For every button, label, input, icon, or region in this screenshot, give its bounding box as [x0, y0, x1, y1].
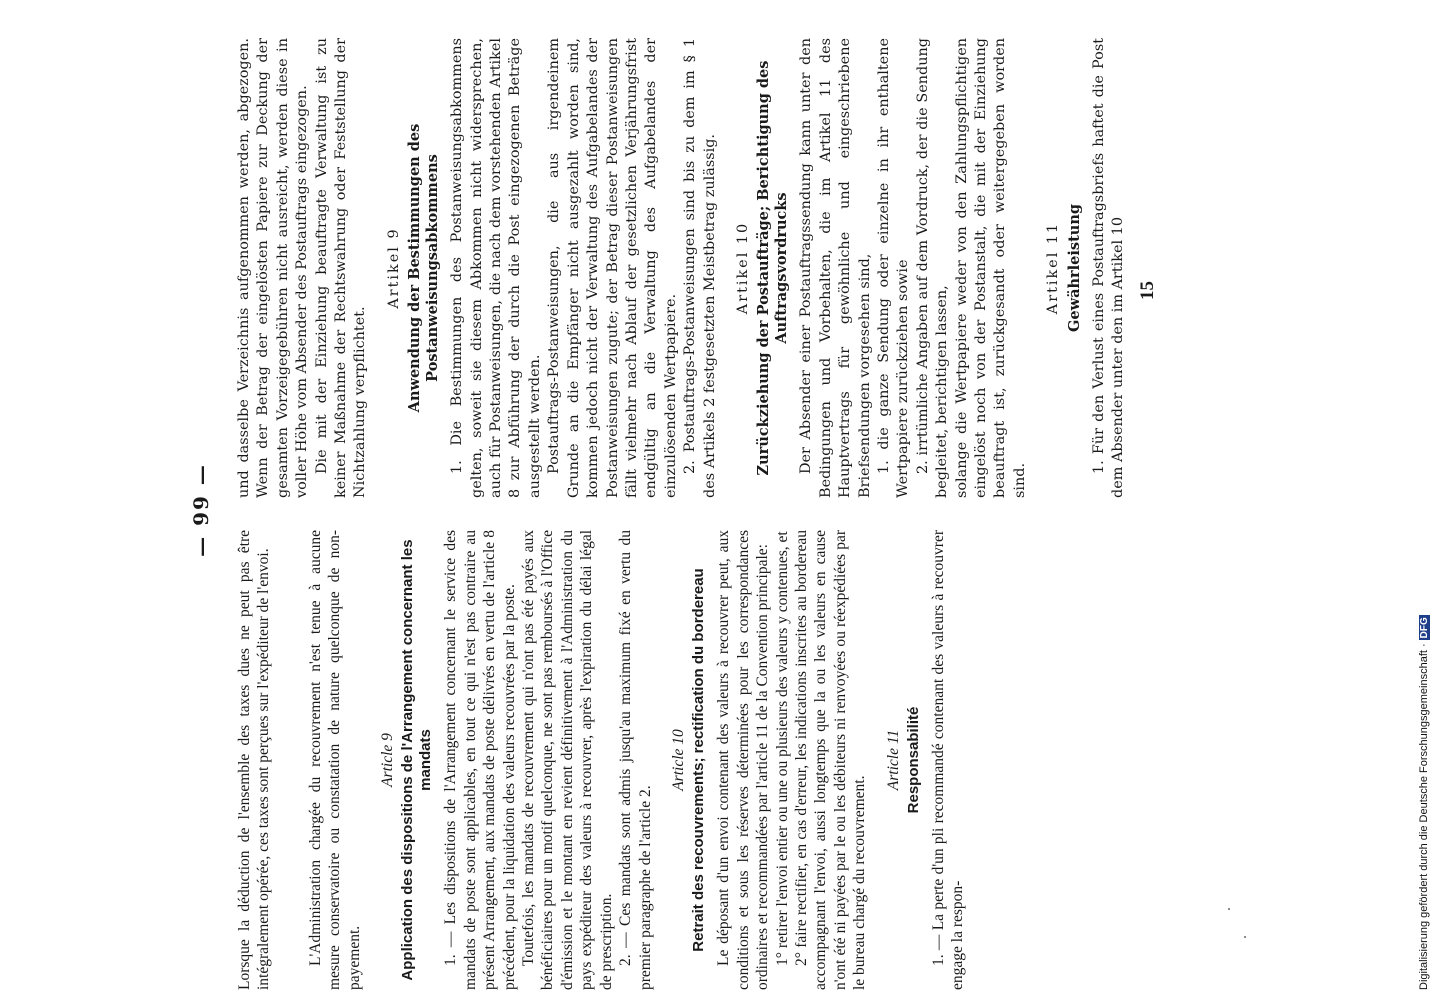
article-number: Artikel 9 [385, 227, 402, 309]
paragraph: Die mit der Einziehung beauftragte Verwaltung ist zu keiner Maßnahme der Rechtswahrung oder Feststellung der Nichtzahlung verpflichtet. [313, 38, 369, 498]
paragraph: solange die Wertpapiere weder von den Zahlungspflichtigen eingelöst noch von der Postanstalt, die mit der Einziehung beauftragt ist, zurückgesandt oder weitergegeben worden sind. [953, 38, 1028, 498]
scan-speck [1228, 908, 1230, 910]
article-heading: Anwendung der Bestimmungen des Postanweisungsabkommens [406, 123, 442, 413]
article-number: Artikel 10 [734, 221, 751, 315]
paragraph: L'Administration chargée du recouvrement n'est tenue à aucune mesure conservatoire ou constatation de nature quelconque de non-payement. [306, 530, 363, 990]
article-heading: Application des dispositions de l'Arrangement concernant les mandats [399, 539, 435, 981]
paragraph: 2° faire rectifier, en cas d'erreur, les indications inscrites au bordereau accompagnant l'envoi, aussi longtemps que la ou les valeurs en cause n'ont été ni payées par le ou les débiteurs ni renvoyées ou réexpédiées par le bureau chargé du recouvrement. [792, 530, 869, 990]
german-column [235, 38, 1128, 498]
margin-note-text: Digitalisierung gefördert durch die Deutsche Forschungsgemeinschaft · [1418, 643, 1430, 990]
paragraph: 1° retirer l'envoi entier ou une ou plusieurs des valeurs y contenues, et [773, 531, 791, 966]
paragraph: Lorsque la déduction de l'ensemble des taxes dues ne peut pas être intégralement opérée, ces taxes sont perçues sur l'expéditeur de l'envoi. [236, 530, 273, 990]
french-column [235, 530, 968, 990]
paragraph: 2. Postauftrags-Postanweisungen sind bis zu dem im § 1 des Artikels 2 festgesetzten Meistbetrag zulässig. [682, 38, 718, 498]
paragraph: 1. — Les dispositions de l'Arrangement concernant le service des mandats de poste sont applicables, en tout ce qui n'est pas contraire au présent Arrangement, aux mandats de poste délivrés en vertu de l'article 8 précédent, pour la liquidation des valeurs recouvrées par la poste. [442, 530, 518, 990]
paragraph: Postauftrags-Postanweisungen, die aus irgendeinem Grunde an die Empfänger nicht ausgezahlt worden sind, kommen jedoch nicht der Verwaltung des Aufgabelandes der Postanweisungen zugute; der Betrag dieser Postanweisungen fällt vielmehr nach Ablauf der gesetzlichen Verjährungsfrist endgültig an die Verwaltung des Aufgabelandes der einzulösenden Wertpapiere. [546, 38, 679, 498]
article-number: Article 10 [669, 729, 687, 791]
paragraph: und dasselbe Verzeichnis aufgenommen werden, abgezogen. Wenn der Betrag der eingelösten Papiere zur Deckung der gesamten Vorzeigegebühren nicht ausreicht, werden diese in voller Höhe vom Absender des Postauftrags eingezogen. [236, 38, 311, 498]
paragraph: Der Absender einer Postauftragssendung kann unter den Bedingungen und Vorbehalten, die im Artikel 11 des Hauptvertrags für gewöhnliche und eingeschriebene Briefsendungen vorgesehen sind, [798, 38, 873, 498]
dfg-logo: DFG [1419, 617, 1430, 639]
paragraph: 1. Für den Verlust eines Postauftragsbriefs haftet die Post dem Absender unter den im Artikel 10 [1090, 38, 1127, 498]
article-number: Article 11 [884, 729, 902, 791]
margin-note [1418, 10, 1434, 990]
page-number: — 99 — [189, 463, 213, 557]
paragraph: Toutefois, les mandats de recouvrement qui n'ont pas été payés aux bénéficiaires pour un motif quelconque, ne sont pas remboursés à l'Office d'émission et le montant en revient définitivement à l'Administration du pays expéditeur des valeurs à recouvrer, après l'expiration du délai légal de prescription. [520, 530, 615, 990]
article-heading: Zurückziehung der Postaufträge; Berichtigung des Auftragsvordrucks [755, 60, 791, 476]
rotated-page-content [185, 30, 1158, 990]
article-heading: Responsabilité [904, 706, 922, 814]
article-heading: Retrait des recouvrements; rectification du bordereau [690, 568, 708, 952]
paragraph: 2. irrtümliche Angaben auf dem Vordruck, der die Sendung begleitet, berichtigen lassen, [914, 38, 951, 498]
paragraph: Le déposant d'un envoi contenant des valeurs à recouvrer peut, aux conditions et sous les réserves déterminées pour les correspondances ordinaires et recommandées par l'article 11 de la Convention principale: [715, 530, 772, 990]
paragraph: 1. die ganze Sendung oder einzelne in ihr enthaltene Wertpapiere zurückziehen sowie [875, 38, 912, 498]
article-heading: Gewährleistung [1065, 204, 1083, 332]
article-number: Artikel 11 [1045, 221, 1062, 315]
article-number: Article 9 [379, 733, 397, 787]
paragraph: 1. — La perte d'un pli recommandé contenant des valeurs à recouvrer engage la respon- [929, 530, 967, 990]
signature-mark: 15 [1137, 281, 1158, 300]
scan-speck [1244, 936, 1246, 938]
paragraph: 2. — Ces mandats sont admis jusqu'au maximum fixé en vertu du premier paragraphe de l'article 2. [617, 530, 654, 990]
paragraph: 1. Die Bestimmungen des Postanweisungsabkommens gelten, soweit sie diesem Abkommen nicht widersprechen, auch für Postanweisungen, die nach dem vorstehenden Artikel 8 zur Abführung der durch die Post eingezogenen Beträge ausgestellt werden. [449, 38, 543, 498]
